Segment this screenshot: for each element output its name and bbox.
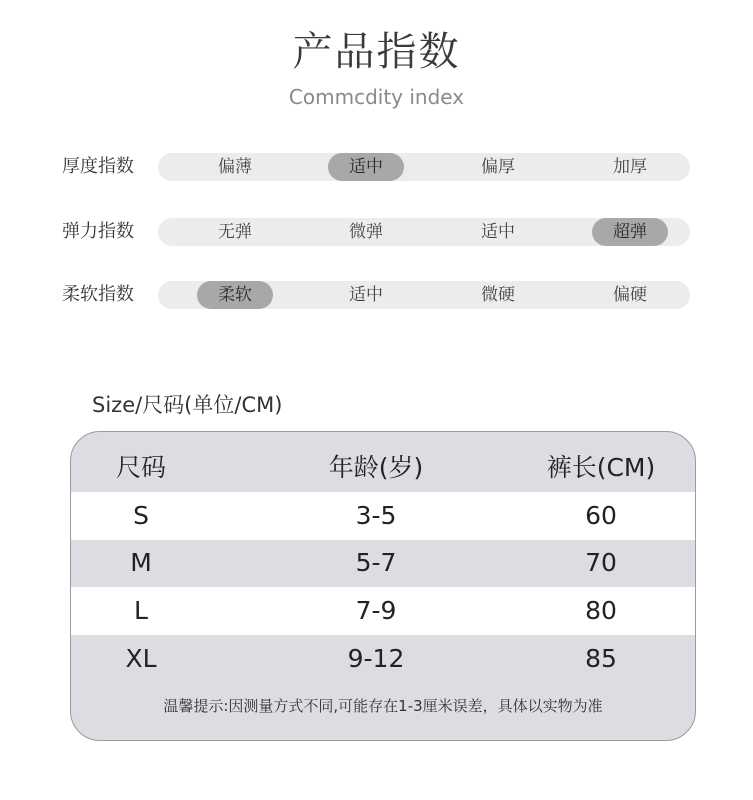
column-header: 年龄(岁) [328,453,424,482]
index-scale [158,281,690,309]
index-label: 柔软指数 [62,284,134,305]
size-table [70,431,696,741]
index-option: 微硬 [481,285,515,305]
size-note: 温馨提示:因测量方式不同,可能存在1-3厘米误差，具体以实物为准 [163,697,603,715]
table-row [71,492,695,540]
index-option: 适中 [481,222,515,242]
index-row-elasticity [0,215,753,249]
table-cell: 60 [585,501,617,530]
table-cell: 70 [585,548,617,577]
table-cell: S [133,501,149,530]
index-option: 偏薄 [218,157,252,177]
index-option: 加厚 [613,157,647,177]
size-chart-title: Size/尺码(单位/CM) [92,393,283,417]
column-header: 尺码 [115,453,166,482]
index-row-softness [0,278,753,312]
table-header-row [71,444,695,492]
table-cell: 9-12 [347,644,405,673]
index-option: 适中 [349,285,383,305]
page-subtitle: Commcdity index [288,85,465,109]
index-option: 无弹 [218,222,252,242]
table-cell: M [130,548,152,577]
index-option: 超弹 [592,218,668,246]
index-option: 微弹 [349,222,383,242]
table-cell: L [134,596,148,625]
table-cell: 7-9 [355,596,397,625]
index-option: 偏厚 [481,157,515,177]
table-row [71,587,695,635]
index-option: 适中 [328,153,404,181]
index-option: 偏硬 [613,285,647,305]
table-cell: XL [125,644,157,673]
table-cell: 5-7 [355,548,397,577]
index-label: 厚度指数 [62,156,134,177]
index-row-thickness [0,150,753,184]
index-scale [158,153,690,181]
table-cell: 85 [585,644,617,673]
column-header: 裤长(CM) [546,453,656,482]
table-row [71,635,695,683]
table-row [71,539,695,587]
index-label: 弹力指数 [62,221,134,242]
table-cell: 3-5 [355,501,397,530]
index-scale [158,218,690,246]
table-cell: 80 [585,596,617,625]
page-title: 产品指数 [292,29,461,75]
index-option: 柔软 [197,281,273,309]
